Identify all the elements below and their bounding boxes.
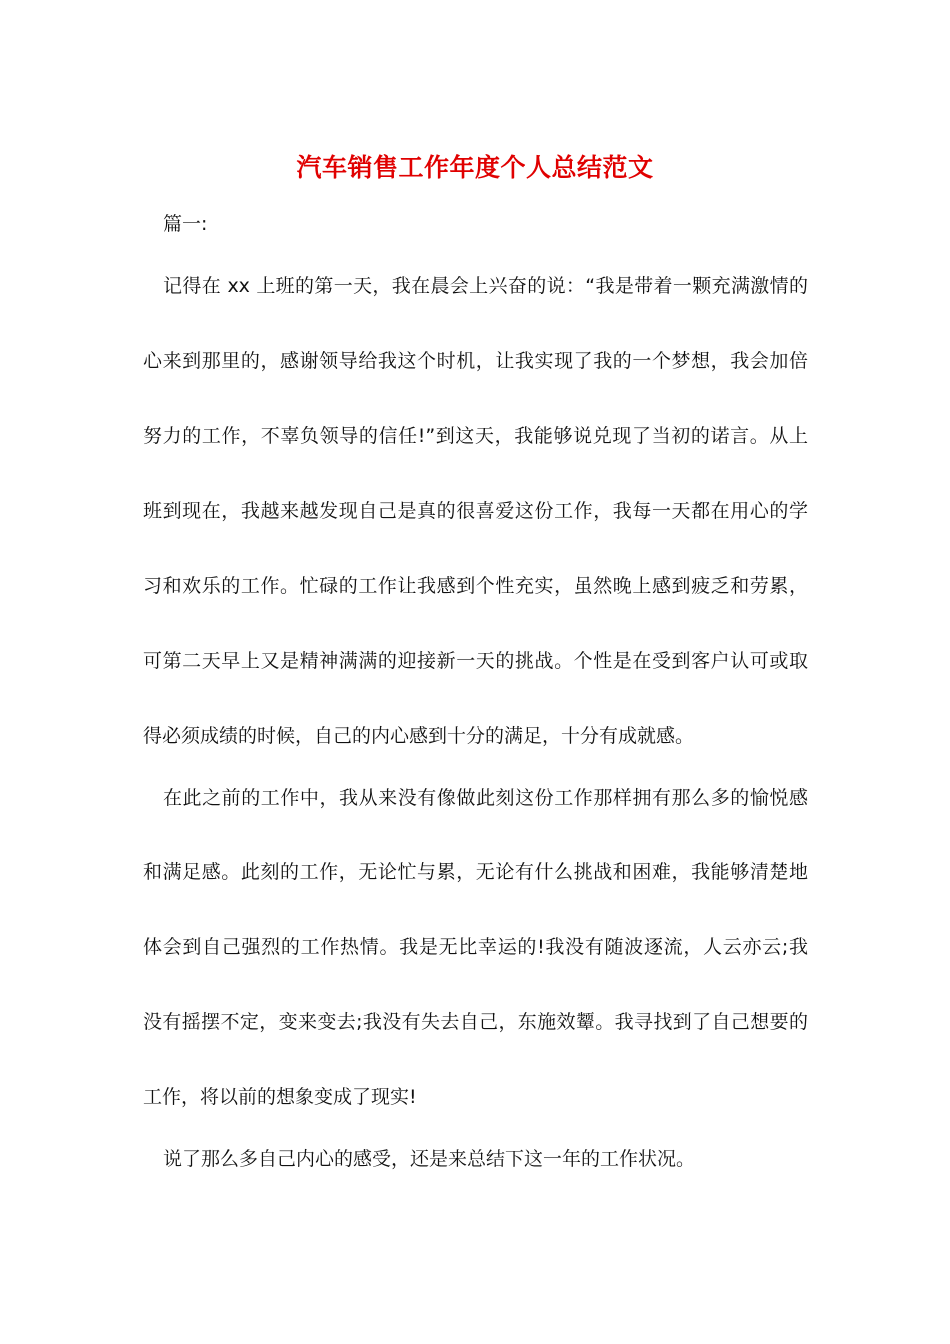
document-title: 汽车销售工作年度个人总结范文: [296, 153, 654, 182]
paragraph-line: 班到现在，我越来越发现自己是真的很喜爱这份工作，我每一天都在用心的学: [143, 500, 808, 522]
paragraph-line: 得必须成绩的时候，自己的内心感到十分的满足，十分有成就感。: [143, 725, 695, 747]
paragraph-line: 努力的工作，不辜负领导的信任!”到这天，我能够说兑现了当初的诺言。从上: [143, 425, 808, 447]
paragraph-line: 体会到自己强烈的工作热情。我是无比幸运的!我没有随波逐流，人云亦云;我: [143, 936, 808, 958]
paragraph-line: 可第二天早上又是精神满满的迎接新一天的挑战。个性是在受到客户认可或取: [143, 650, 808, 672]
paragraph-line: 和满足感。此刻的工作，无论忙与累，无论有什么挑战和困难，我能够清楚地: [143, 861, 808, 883]
paragraph-line: 工作，将以前的想象变成了现实!: [143, 1086, 417, 1108]
paragraph-line: 没有摇摆不定，变来变去;我没有失去自己，东施效颦。我寻找到了自己想要的: [143, 1011, 808, 1033]
paragraph-line: 说了那么多自己内心的感受，还是来总结下这一年的工作状况。: [163, 1148, 696, 1170]
paragraph-line: 习和欢乐的工作。忙碌的工作让我感到个性充实，虽然晚上感到疲乏和劳累，: [143, 575, 808, 597]
paragraph-line: 心来到那里的，感谢领导给我这个时机，让我实现了我的一个梦想，我会加倍: [143, 350, 808, 372]
paragraph-line: 在此之前的工作中，我从来没有像做此刻这份工作那样拥有那么多的愉悦感: [163, 787, 808, 809]
paragraph-line: 记得在 xx 上班的第一天，我在晨会上兴奋的说：“我是带着一颗充满激情的: [163, 275, 808, 297]
section-heading: 篇一:: [163, 213, 208, 235]
